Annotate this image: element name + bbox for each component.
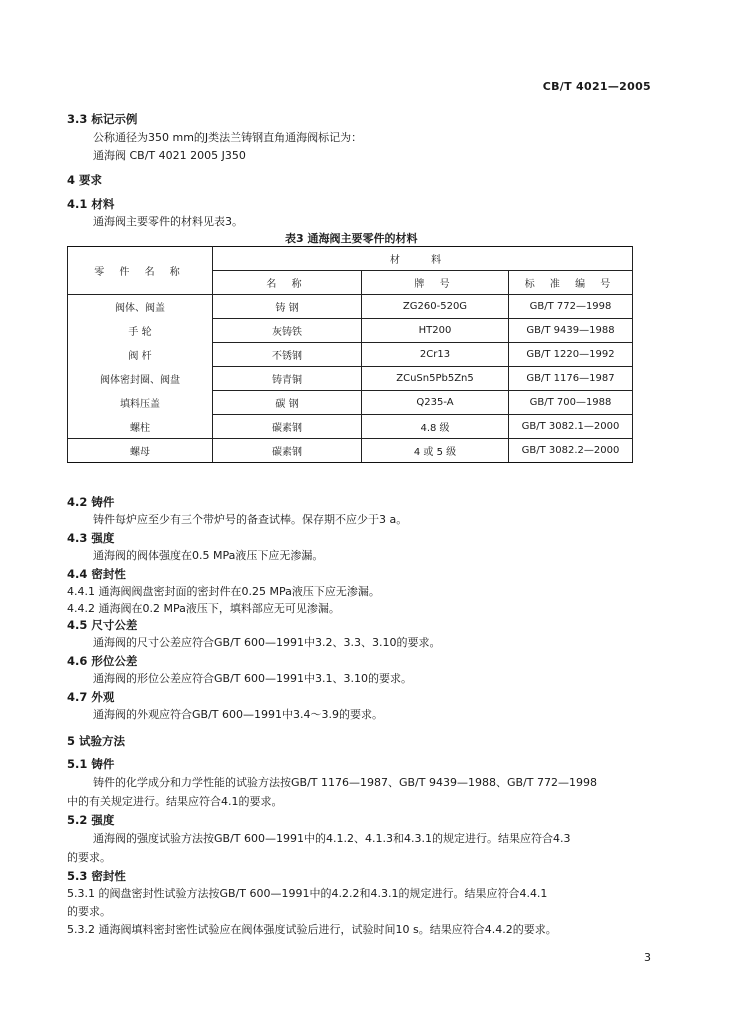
cell-grade: 4.8 级 bbox=[362, 415, 509, 439]
cell-material-name: 碳素钢 bbox=[213, 439, 362, 463]
cell-part: 填料压盖 bbox=[68, 391, 213, 415]
col-header-material: 材 料 bbox=[213, 247, 633, 271]
clause-4-4-1: 4.4.1 通海阀阀盘密封面的密封件在0.25 MPa液压下应无渗漏。 bbox=[67, 585, 380, 598]
table-row bbox=[68, 367, 633, 391]
strength-text: 通海阀的阀体强度在0.5 MPa液压下应无渗漏。 bbox=[93, 549, 324, 562]
cell-part: 螺母 bbox=[68, 439, 213, 463]
clause-5-3-2: 5.3.2 通海阀填料密封密性试验应在阀体强度试验后进行，试验时间10 s。结果应符合4.4.2的要求。 bbox=[67, 923, 557, 936]
cell-part: 阀 杆 bbox=[68, 343, 213, 367]
subheader-name: 名 称 bbox=[213, 271, 362, 295]
cell-material-name: 碳素钢 bbox=[213, 415, 362, 439]
form-tolerance-text: 通海阀的形位公差应符合GB/T 600—1991中3.1、3.10的要求。 bbox=[93, 672, 412, 685]
heading-4-3: 4.3 强度 bbox=[67, 531, 115, 545]
materials-table bbox=[67, 246, 633, 463]
cell-material-name: 铸青铜 bbox=[213, 367, 362, 391]
cell-material-name: 碳 钢 bbox=[213, 391, 362, 415]
strength-test-line2: 的要求。 bbox=[67, 851, 111, 864]
heading-4: 4 要求 bbox=[67, 173, 103, 187]
cell-standard: GB/T 700—1988 bbox=[509, 391, 633, 415]
table-row bbox=[68, 415, 633, 439]
castings-test-line2: 中的有关规定进行。结果应符合4.1的要求。 bbox=[67, 795, 283, 808]
cell-part: 螺柱 bbox=[68, 415, 213, 439]
clause-4-4-2: 4.4.2 通海阀在0.2 MPa液压下，填料部应无可见渗漏。 bbox=[67, 602, 340, 615]
heading-4-5: 4.5 尺寸公差 bbox=[67, 618, 138, 632]
cell-standard: GB/T 3082.2—2000 bbox=[509, 439, 633, 463]
dimension-tolerance-text: 通海阀的尺寸公差应符合GB/T 600—1991中3.2、3.3、3.10的要求。 bbox=[93, 636, 441, 649]
heading-5: 5 试验方法 bbox=[67, 734, 126, 748]
cell-part: 阀体、阀盖 bbox=[68, 295, 213, 319]
strength-test-line1: 通海阀的强度试验方法按GB/T 600—1991中的4.1.2、4.1.3和4.3.1的规定进行。结果应符合4.3 bbox=[93, 832, 571, 845]
marking-example-text: 公称通径为350 mm的J类法兰铸钢直角通海阀标记为： bbox=[93, 131, 363, 144]
table-row bbox=[68, 391, 633, 415]
castings-text: 铸件每炉应至少有三个带炉号的备查试棒。保存期不应少于3 a。 bbox=[93, 513, 408, 526]
cell-material-name: 不锈钢 bbox=[213, 343, 362, 367]
heading-4-4: 4.4 密封性 bbox=[67, 567, 126, 581]
cell-grade: HT200 bbox=[362, 319, 509, 343]
heading-4-7: 4.7 外观 bbox=[67, 690, 115, 704]
marking-example-code: 通海阀 CB/T 4021 2005 J350 bbox=[93, 149, 246, 162]
cell-standard: GB/T 3082.1—2000 bbox=[509, 415, 633, 439]
cell-grade: ZG260-520G bbox=[362, 295, 509, 319]
table-row bbox=[68, 319, 633, 343]
appearance-text: 通海阀的外观应符合GB/T 600—1991中3.4～3.9的要求。 bbox=[93, 708, 383, 721]
table-row bbox=[68, 295, 633, 319]
table-row bbox=[68, 439, 633, 463]
heading-5-1: 5.1 铸件 bbox=[67, 757, 115, 771]
cell-standard: GB/T 1176—1987 bbox=[509, 367, 633, 391]
heading-4-1: 4.1 材料 bbox=[67, 197, 115, 211]
cell-grade: ZCuSn5Pb5Zn5 bbox=[362, 367, 509, 391]
heading-5-2: 5.2 强度 bbox=[67, 813, 115, 827]
cell-material-name: 铸 钢 bbox=[213, 295, 362, 319]
cell-standard: GB/T 9439—1988 bbox=[509, 319, 633, 343]
heading-5-3: 5.3 密封性 bbox=[67, 869, 126, 883]
table-row bbox=[68, 343, 633, 367]
cell-part: 阀体密封圈、阀盘 bbox=[68, 367, 213, 391]
castings-test-line1: 铸件的化学成分和力学性能的试验方法按GB/T 1176—1987、GB/T 9439—1988、GB/T 772—1998 bbox=[93, 776, 597, 789]
cell-material-name: 灰铸铁 bbox=[213, 319, 362, 343]
heading-3-3: 3.3 标记示例 bbox=[67, 112, 138, 126]
materials-intro: 通海阀主要零件的材料见表3。 bbox=[93, 215, 243, 228]
cell-grade: Q235-A bbox=[362, 391, 509, 415]
heading-4-2: 4.2 铸件 bbox=[67, 495, 115, 509]
cell-standard: GB/T 772—1998 bbox=[509, 295, 633, 319]
cell-part: 手 轮 bbox=[68, 319, 213, 343]
clause-5-3-1-line1: 5.3.1 的阀盘密封性试验方法按GB/T 600—1991中的4.2.2和4.3.1的规定进行。结果应符合4.4.1 bbox=[67, 887, 548, 900]
heading-4-6: 4.6 形位公差 bbox=[67, 654, 138, 668]
col-header-part-name: 零 件 名 称 bbox=[68, 247, 213, 295]
table-caption: 表3 通海阀主要零件的材料 bbox=[285, 232, 418, 245]
page-number: 3 bbox=[644, 951, 651, 964]
subheader-grade: 牌 号 bbox=[362, 271, 509, 295]
document-code: CB/T 4021—2005 bbox=[542, 80, 651, 93]
cell-grade: 2Cr13 bbox=[362, 343, 509, 367]
clause-5-3-1-line2: 的要求。 bbox=[67, 905, 111, 918]
cell-grade: 4 或 5 级 bbox=[362, 439, 509, 463]
subheader-standard: 标 准 编 号 bbox=[509, 271, 633, 295]
cell-standard: GB/T 1220—1992 bbox=[509, 343, 633, 367]
